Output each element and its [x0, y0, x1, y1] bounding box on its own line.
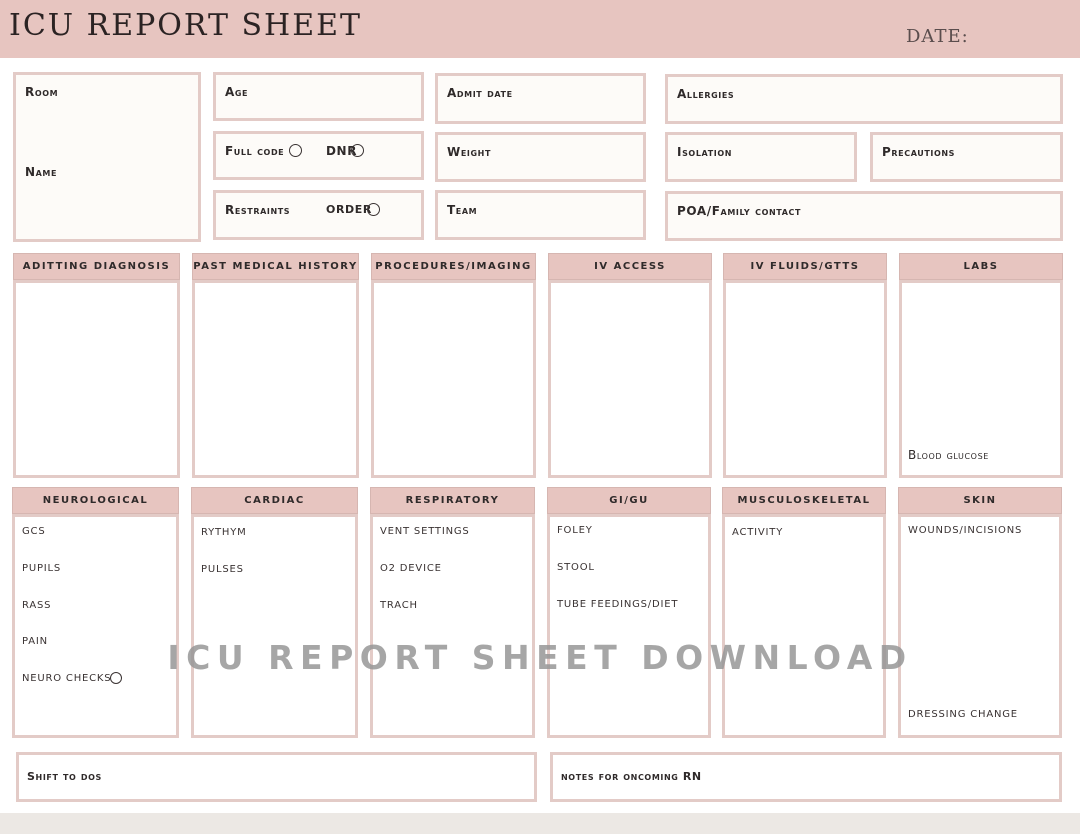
- section-cardiac-header: [191, 487, 358, 514]
- section-labs-body[interactable]: [899, 280, 1063, 478]
- cardiac-item-pulses: PULSES: [201, 564, 244, 575]
- resp-item-trach: TRACH: [380, 600, 418, 611]
- section-skin: [898, 487, 1062, 738]
- resp-item-o2: O2 DEVICE: [380, 563, 442, 574]
- age-label: Age: [225, 85, 249, 99]
- isolation-field[interactable]: [665, 132, 857, 182]
- gigu-item-stool: STOOL: [557, 562, 595, 573]
- page-title: ICU REPORT SHEET: [9, 8, 363, 43]
- shift-todo-label: Shift to dos: [27, 770, 102, 783]
- code-status-field: [213, 131, 424, 180]
- restraints-field: [213, 190, 424, 240]
- admit-date-field[interactable]: [435, 73, 646, 124]
- section-iv-fluids-body[interactable]: [723, 280, 887, 478]
- msk-item-activity: ACTIVITY: [732, 527, 784, 538]
- section-history-header: [192, 253, 359, 280]
- section-title: CARDIAC: [244, 495, 305, 506]
- section-diagnosis-header: [13, 253, 180, 280]
- admit-date-label: Admit date: [447, 86, 513, 100]
- notes-label: notes for oncoming RN: [561, 770, 702, 783]
- section-gigu-body[interactable]: [547, 514, 711, 738]
- isolation-label: Isolation: [677, 145, 733, 159]
- section-neuro-header: [12, 487, 179, 514]
- section-labs-header: [899, 253, 1063, 280]
- section-title: MUSCULOSKELETAL: [737, 495, 871, 506]
- section-labs: [899, 253, 1063, 478]
- dnr-radio[interactable]: [351, 144, 364, 157]
- section-title: LABS: [963, 261, 999, 272]
- weight-field[interactable]: [435, 132, 646, 182]
- gigu-item-foley: FOLEY: [557, 525, 593, 536]
- poa-label: POA/Family contact: [677, 204, 802, 218]
- precautions-label: Precautions: [882, 145, 956, 159]
- order-label: ORDER: [326, 203, 372, 216]
- poa-field[interactable]: [665, 191, 1063, 241]
- section-neuro-body[interactable]: [12, 514, 179, 738]
- dnr-label: DNR: [326, 144, 358, 158]
- cardiac-item-rhythm: RYTHYM: [201, 527, 247, 538]
- neuro-item-rass: RASS: [22, 600, 52, 611]
- section-title: IV ACCESS: [594, 261, 666, 272]
- section-diagnosis-body[interactable]: [13, 280, 180, 478]
- section-msk-header: [722, 487, 886, 514]
- section-neuro: [12, 487, 179, 738]
- section-msk: [722, 487, 886, 738]
- neuro-item-gcs: GCS: [22, 526, 46, 537]
- section-procedures: [371, 253, 536, 478]
- section-skin-header: [898, 487, 1062, 514]
- section-title: RESPIRATORY: [405, 495, 500, 506]
- section-msk-body[interactable]: [722, 514, 886, 738]
- section-cardiac: [191, 487, 358, 738]
- gigu-item-tube: TUBE FEEDINGS/DIET: [557, 599, 679, 610]
- notes-field[interactable]: [550, 752, 1062, 802]
- section-procedures-header: [371, 253, 536, 280]
- section-iv-fluids-header: [723, 253, 887, 280]
- order-radio[interactable]: [367, 203, 380, 216]
- section-respiratory-body[interactable]: [370, 514, 535, 738]
- section-iv-access-header: [548, 253, 712, 280]
- allergies-field[interactable]: [665, 74, 1063, 124]
- section-iv-access: [548, 253, 712, 478]
- section-respiratory: [370, 487, 535, 738]
- resp-item-vent: VENT SETTINGS: [380, 526, 470, 537]
- section-title: IV FLUIDS/GTTS: [750, 261, 860, 272]
- section-title: ADITTING DIAGNOSIS: [22, 261, 171, 272]
- shift-todo-field[interactable]: [16, 752, 537, 802]
- section-gigu-header: [547, 487, 711, 514]
- neuro-item-checks: NEURO CHECKS: [22, 673, 112, 684]
- blood-glucose-label: Blood glucose: [908, 448, 989, 462]
- team-field[interactable]: [435, 190, 646, 240]
- neuro-checks-radio[interactable]: [110, 672, 122, 684]
- section-history: [192, 253, 359, 478]
- weight-label: Weight: [447, 145, 491, 159]
- footer-strip: [0, 813, 1080, 834]
- section-diagnosis: [13, 253, 180, 478]
- section-skin-body[interactable]: [898, 514, 1062, 738]
- section-title: NEUROLOGICAL: [42, 495, 149, 506]
- neuro-item-pupils: PUPILS: [22, 563, 62, 574]
- name-label: Name: [25, 165, 58, 179]
- section-iv-fluids: [723, 253, 887, 478]
- team-label: Team: [447, 203, 478, 217]
- full-code-label: Full code: [225, 144, 285, 158]
- section-title: PAST MEDICAL HISTORY: [193, 261, 358, 272]
- skin-item-dressing: DRESSING CHANGE: [908, 709, 1018, 720]
- restraints-label: Restraints: [225, 203, 291, 217]
- skin-item-wounds: WOUNDS/INCISIONS: [908, 525, 1023, 536]
- section-procedures-body[interactable]: [371, 280, 536, 478]
- neuro-item-pain: PAIN: [22, 636, 48, 647]
- section-respiratory-header: [370, 487, 535, 514]
- age-field[interactable]: [213, 72, 424, 121]
- full-code-radio[interactable]: [289, 144, 302, 157]
- room-label: Room: [25, 85, 59, 99]
- section-iv-access-body[interactable]: [548, 280, 712, 478]
- section-title: PROCEDURES/IMAGING: [375, 261, 532, 272]
- section-gigu: [547, 487, 711, 738]
- section-title: SKIN: [963, 495, 997, 506]
- header-bar: [0, 0, 1080, 58]
- date-label: DATE:: [906, 26, 969, 47]
- precautions-field[interactable]: [870, 132, 1063, 182]
- section-cardiac-body[interactable]: [191, 514, 358, 738]
- section-title: GI/GU: [609, 495, 649, 506]
- watermark: ICU REPORT SHEET DOWNLOAD: [167, 638, 913, 677]
- room-name-field[interactable]: [13, 72, 201, 242]
- section-history-body[interactable]: [192, 280, 359, 478]
- allergies-label: Allergies: [677, 87, 735, 101]
